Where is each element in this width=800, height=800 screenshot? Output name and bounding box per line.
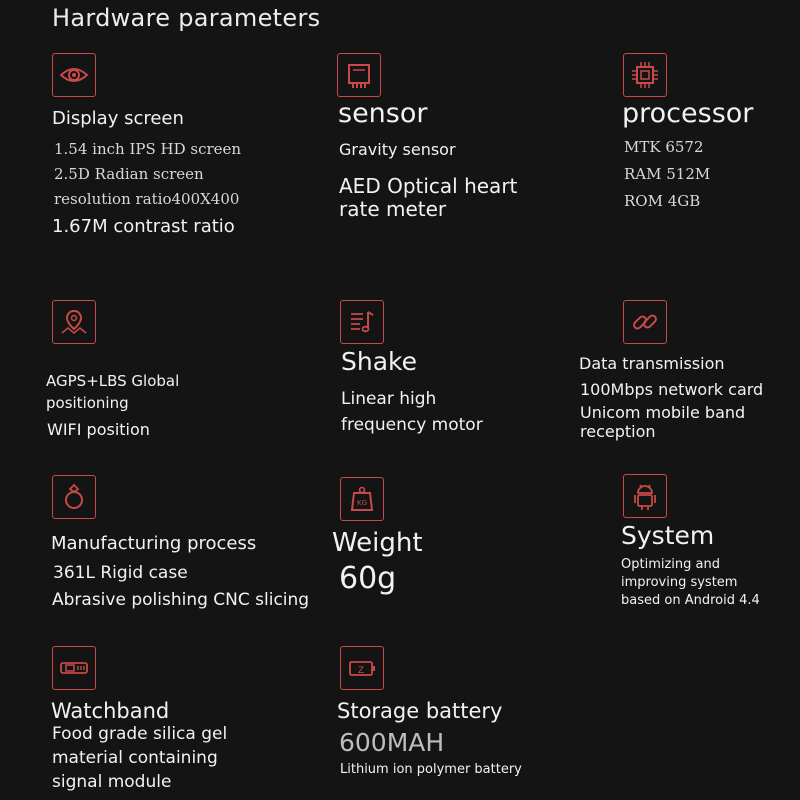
watchband-line-2: material containing [52,748,218,768]
music-note-icon [340,300,384,344]
page-title: Hardware parameters [52,4,321,32]
watchband-icon [52,646,96,690]
sensor-chip-icon [337,53,381,97]
shake-line-1: Linear high [341,389,437,409]
display-line-4: 1.67M contrast ratio [52,216,235,237]
weight-value: 60g [339,561,397,596]
display-line-1: 1.54 inch IPS HD screen [54,140,242,158]
battery-icon [340,646,384,690]
ring-icon [52,475,96,519]
watchband-heading: Watchband [51,699,170,723]
positioning-line-1: AGPS+LBS Global [46,372,180,390]
sensor-heading: sensor [338,98,428,129]
eye-icon [52,53,96,97]
positioning-line-3: WIFI position [47,420,150,439]
watchband-line-3: signal module [52,772,172,792]
positioning-line-2: positioning [46,394,129,412]
manufacturing-line-2: Abrasive polishing CNC slicing [52,590,310,610]
android-icon [623,474,667,518]
data-line-1: 100Mbps network card [580,380,764,399]
system-line-1: Optimizing and [621,557,720,572]
display-line-2: 2.5D Radian screen [54,165,204,183]
battery-value: 600MAH [339,728,445,757]
sensor-line-2a: AED Optical heart [339,174,518,198]
sensor-line-1: Gravity sensor [339,140,456,159]
system-line-2: improving system [621,575,738,590]
weight-icon-label: KG [356,499,368,507]
shake-line-2: frequency motor [341,415,483,435]
map-pin-icon [52,300,96,344]
manufacturing-line-1: 361L Rigid case [53,563,188,583]
weight-heading: Weight [332,528,423,558]
shake-heading: Shake [341,347,418,376]
processor-line-1: MTK 6572 [624,138,704,156]
processor-chip-icon [623,53,667,97]
battery-line-1: Lithium ion polymer battery [340,762,522,777]
display-line-3: resolution ratio400X400 [54,190,240,208]
processor-heading: processor [622,98,754,129]
data-heading: Data transmission [579,354,725,373]
data-line-2: Unicom mobile band [580,403,746,422]
manufacturing-heading: Manufacturing process [51,533,257,554]
data-line-3: reception [580,422,656,441]
processor-line-3: ROM 4GB [624,192,701,210]
system-line-3: based on Android 4.4 [621,593,760,608]
link-icon [623,300,667,344]
battery-heading: Storage battery [337,699,503,723]
system-heading: System [621,521,715,550]
sensor-line-2b: rate meter [339,197,447,221]
display-heading: Display screen [52,108,184,129]
battery-icon-label: Z [357,666,365,676]
processor-line-2: RAM 512M [624,165,711,183]
watchband-line-1: Food grade silica gel [52,724,228,744]
weight-kg-icon [340,477,384,521]
